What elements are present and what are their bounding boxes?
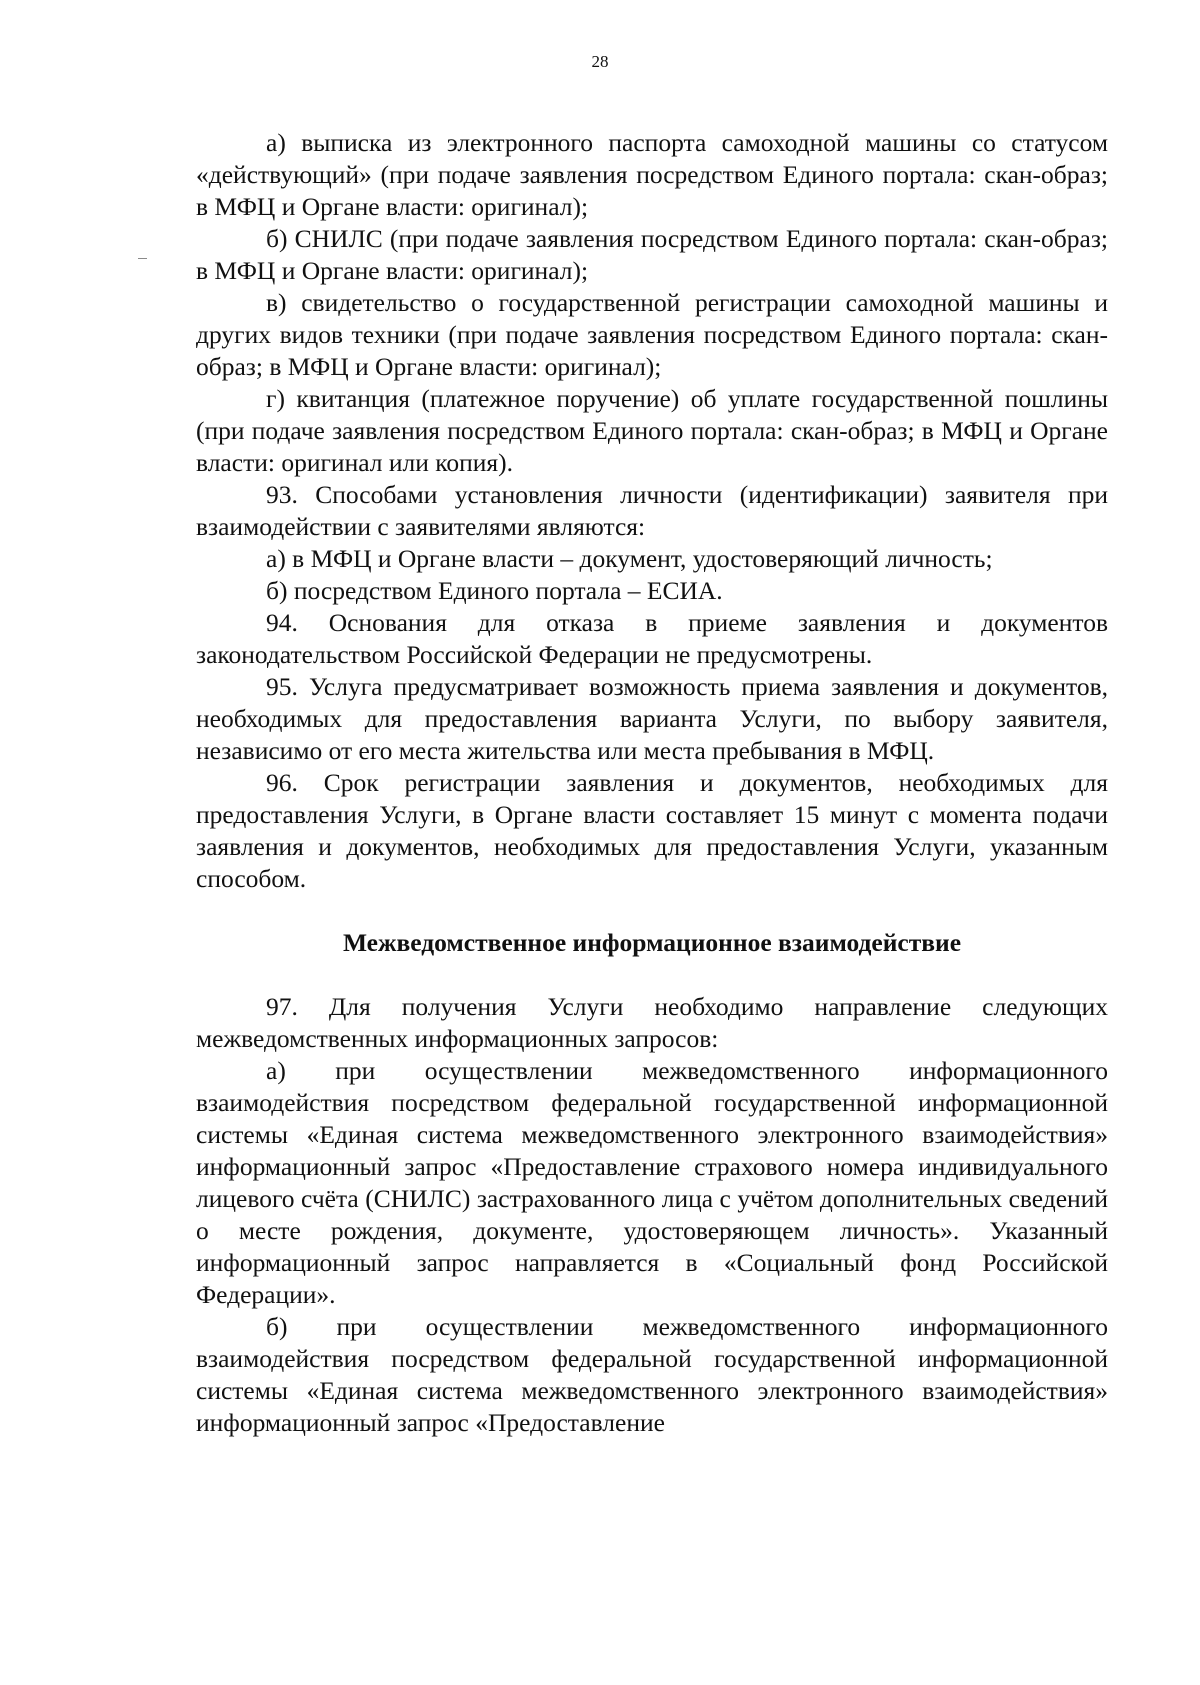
paragraph-item-g: г) квитанция (платежное поручение) об уплате государственной пошлины (при подаче заявления посредством Единого портала: скан-образ; в МФЦ и Органе власти: оригинал или копия). bbox=[196, 384, 1108, 477]
page-number: 28 bbox=[591, 52, 609, 71]
document-body bbox=[196, 127, 1108, 1439]
paragraph-97-a: а) при осуществлении межведомственного информационного взаимодействия посредством федеральной государственной информационной системы «Единая система межведомственного электронного взаимодействия» информационный запрос «Предоставление страхового номера индивидуального лицевого счёта (СНИЛС) застрахованного лица с учётом дополнительных сведений о месте рождения, документе, удостоверяющем личность». Указанный информационный запрос направляется в «Социальный фонд Российской Федерации». bbox=[196, 1056, 1108, 1309]
paragraph-93-a: а) в МФЦ и Органе власти – документ, удостоверяющий личность; bbox=[266, 544, 993, 573]
paragraph-93: 93. Способами установления личности (идентификации) заявителя при взаимодействии с заявителями являются: bbox=[196, 480, 1108, 541]
paragraph-95: 95. Услуга предусматривает возможность приема заявления и документов, необходимых для предоставления варианта Услуги, по выбору заявителя, независимо от его места жительства или места пребывания в МФЦ. bbox=[196, 672, 1108, 765]
paragraph-97: 97. Для получения Услуги необходимо направление следующих межведомственных информационных запросов: bbox=[196, 992, 1108, 1053]
paragraph-96: 96. Срок регистрации заявления и документов, необходимых для предоставления Услуги, в Органе власти составляет 15 минут с момента подачи заявления и документов, необходимых для предоставления Услуги, указанным способом. bbox=[196, 768, 1108, 893]
paragraph-94: 94. Основания для отказа в приеме заявления и документов законодательством Российской Федерации не предусмотрены. bbox=[196, 608, 1108, 669]
paragraph-97-b: б) при осуществлении межведомственного информационного взаимодействия посредством федеральной государственной информационной системы «Единая система межведомственного электронного взаимодействия» информационный запрос «Предоставление bbox=[196, 1312, 1108, 1437]
section-heading: Межведомственное информационное взаимодействие bbox=[342, 928, 962, 957]
paragraph-item-a: а) выписка из электронного паспорта самоходной машины со статусом «действующий» (при подаче заявления посредством Единого портала: скан-образ; в МФЦ и Органе власти: оригинал); bbox=[196, 128, 1108, 221]
paragraph-93-b: б) посредством Единого портала – ЕСИА. bbox=[266, 576, 723, 605]
margin-mark bbox=[138, 258, 147, 259]
paragraph-item-b: б) СНИЛС (при подаче заявления посредством Единого портала: скан-образ; в МФЦ и Органе власти: оригинал); bbox=[196, 224, 1108, 285]
paragraph-item-v: в) свидетельство о государственной регистрации самоходной машины и других видов техники (при подаче заявления посредством Единого портала: скан-образ; в МФЦ и Органе власти: оригинал); bbox=[196, 288, 1108, 381]
